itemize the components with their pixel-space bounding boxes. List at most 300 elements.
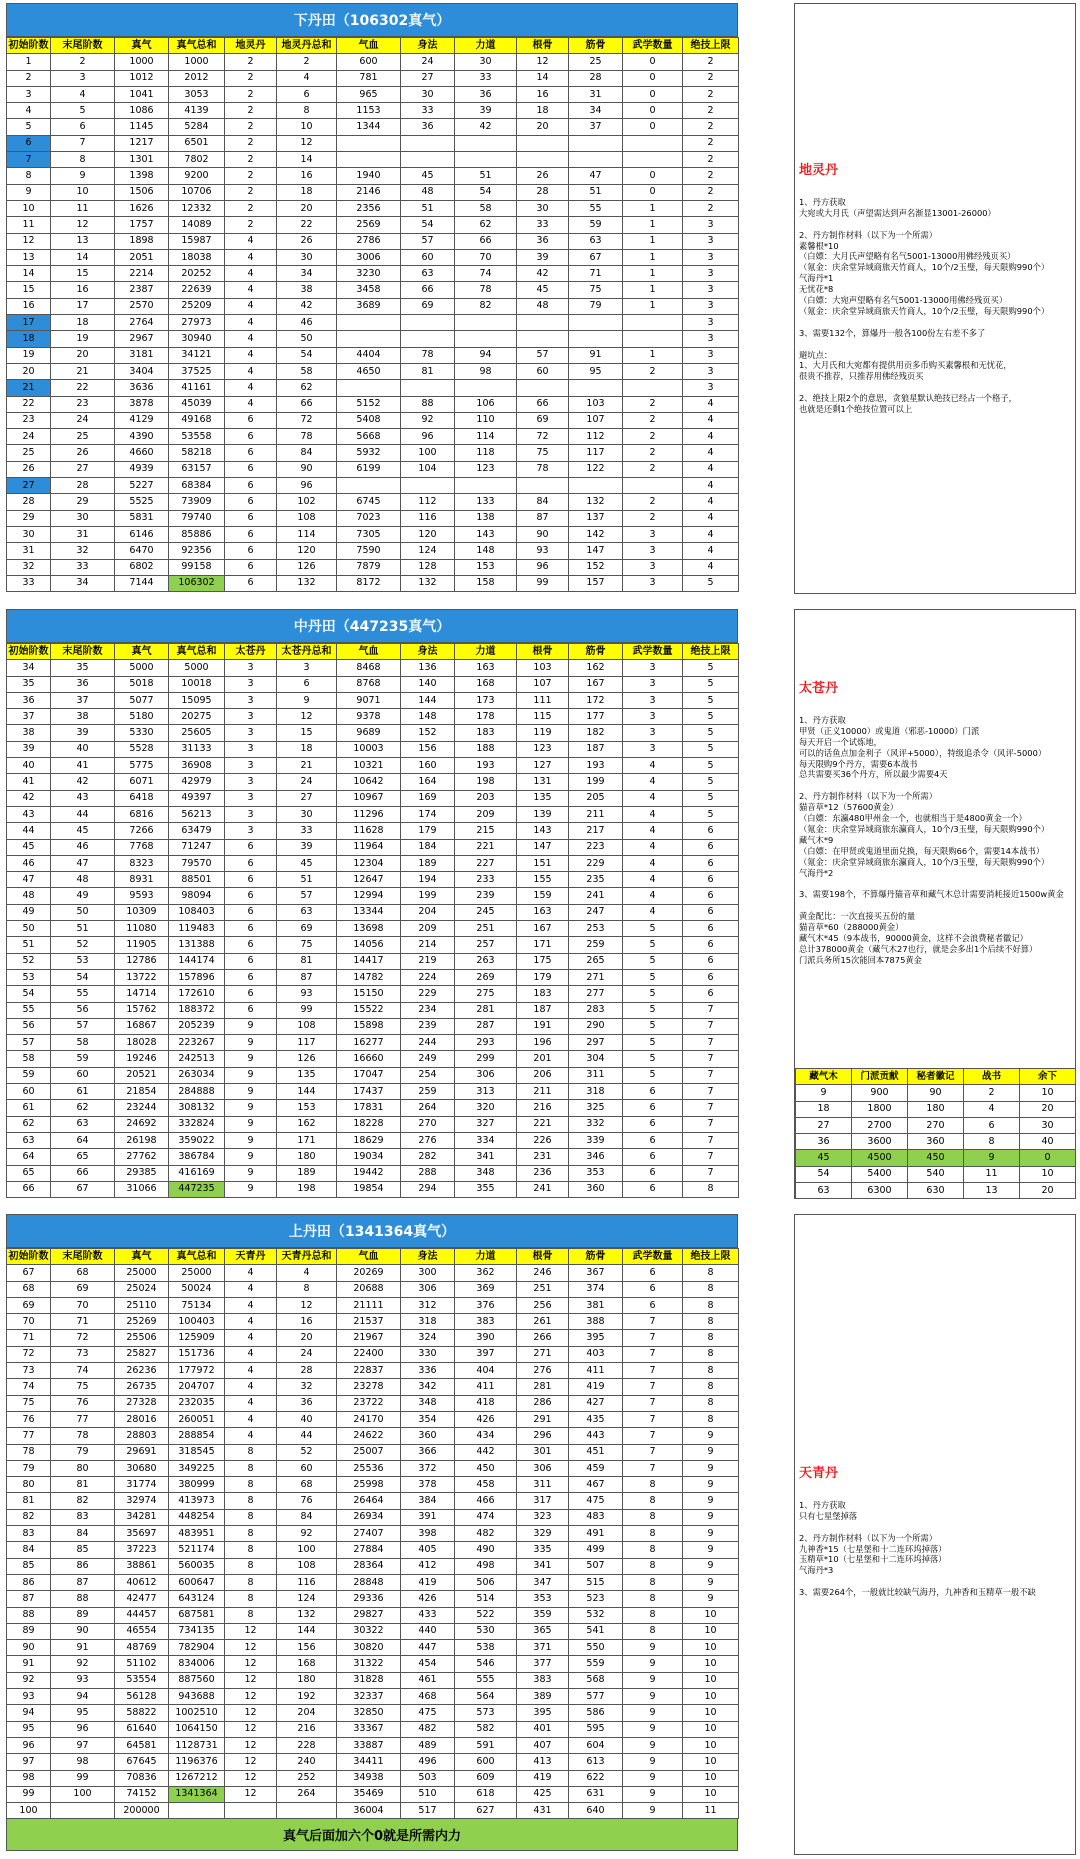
table-cell: 34281 — [115, 1509, 169, 1525]
table-cell: 4 — [964, 1101, 1020, 1117]
table-cell: 6 — [683, 986, 739, 1002]
notes-line — [799, 382, 1071, 393]
table-cell: 18228 — [337, 1116, 401, 1132]
table-cell: 483 — [569, 1509, 623, 1525]
table-cell: 筋骨 — [569, 1249, 623, 1265]
table-cell: 6 — [225, 855, 277, 871]
table-cell: 288854 — [169, 1428, 225, 1444]
table-cell: 299 — [455, 1051, 517, 1067]
table-cell: 4 — [683, 461, 739, 477]
notes-line: （氪金：庆余堂异域商旅天竹商人，10个/2玉璧，每天限购990个） — [799, 305, 1050, 316]
table-cell: 10321 — [337, 758, 401, 774]
notes-line: 无忧花*8 — [799, 284, 834, 295]
table-cell: 613 — [569, 1754, 623, 1770]
notes-line: 九神香*15（七星堡和十二连环坞掉落） — [799, 1543, 947, 1554]
table-cell: 37223 — [115, 1542, 169, 1558]
table-cell: 18 — [277, 741, 337, 757]
table-cell: 19854 — [337, 1181, 401, 1197]
table-cell: 281 — [517, 1379, 569, 1395]
table-cell: 172610 — [169, 986, 225, 1002]
table-cell: 4139 — [169, 103, 225, 119]
table-cell: 5 — [623, 986, 683, 1002]
table-cell — [51, 1803, 115, 1819]
table-cell: 204 — [401, 904, 455, 920]
table-row — [7, 119, 739, 135]
table-cell: 7 — [683, 1002, 739, 1018]
table-cell: 93 — [517, 543, 569, 559]
table-cell: 63 — [277, 904, 337, 920]
table-cell — [337, 135, 401, 151]
table-row — [7, 1363, 739, 1379]
table-cell: 67 — [51, 1181, 115, 1197]
table-cell: 余下 — [1020, 1069, 1076, 1085]
notes-line: （白嫖：大月氏声望略有名气5001-13000用佛经残页买） — [799, 251, 1016, 262]
table-cell: 1 — [7, 54, 51, 70]
table-cell — [455, 331, 517, 347]
table-cell: 70 — [51, 1297, 115, 1313]
table-cell: 187 — [569, 741, 623, 757]
table-cell: 6 — [683, 888, 739, 904]
table-cell: 8 — [225, 1607, 277, 1623]
table-cell: 45 — [796, 1150, 852, 1166]
table-cell: 4 — [225, 1395, 277, 1411]
table-cell: 7305 — [337, 526, 401, 542]
table-cell: 9 — [225, 1084, 277, 1100]
table-cell: 466 — [455, 1493, 517, 1509]
table-row — [7, 1558, 739, 1574]
table-cell: 348 — [455, 1165, 517, 1181]
table-cell: 1626 — [115, 200, 169, 216]
table-cell: 51 — [401, 200, 455, 216]
table-cell: 443 — [569, 1428, 623, 1444]
table-cell: 91 — [7, 1656, 51, 1672]
table-cell: 2 — [225, 119, 277, 135]
table-cell: 388 — [569, 1314, 623, 1330]
table-cell: 8 — [623, 1623, 683, 1639]
table-cell — [455, 478, 517, 494]
table-cell: 12 — [277, 1297, 337, 1313]
table-cell: 2 — [225, 70, 277, 86]
table-cell: 8 — [225, 1542, 277, 1558]
table-cell: 8768 — [337, 676, 401, 692]
table-cell: 151 — [517, 855, 569, 871]
table-cell: 10 — [683, 1705, 739, 1721]
table-cell: 40 — [7, 758, 51, 774]
table-cell: 8468 — [337, 660, 401, 676]
table-cell: 66 — [517, 396, 569, 412]
table-cell: 6 — [683, 855, 739, 871]
table-cell: 474 — [455, 1509, 517, 1525]
table-cell: 366 — [401, 1444, 455, 1460]
table-cell: 4 — [623, 888, 683, 904]
table-cell: 68 — [51, 1265, 115, 1281]
table-cell: 112 — [569, 429, 623, 445]
table-cell: 50024 — [169, 1281, 225, 1297]
table-cell: 24 — [51, 412, 115, 428]
table-cell: 4 — [225, 1297, 277, 1313]
table-cell: 6 — [225, 839, 277, 855]
table-cell: 10 — [277, 119, 337, 135]
table-cell: 251 — [517, 1281, 569, 1297]
table-cell: 201 — [517, 1051, 569, 1067]
table-cell: 114 — [277, 526, 337, 542]
table-cell: 193 — [455, 758, 517, 774]
table-cell: 389 — [517, 1689, 569, 1705]
table-cell: 4 — [51, 86, 115, 102]
table-cell: 30680 — [115, 1460, 169, 1476]
table-cell: 33 — [277, 823, 337, 839]
table-cell: 87 — [7, 1591, 51, 1607]
table-cell: 58 — [277, 363, 337, 379]
table-cell: 4390 — [115, 429, 169, 445]
table-cell: 293 — [455, 1035, 517, 1051]
table-cell: 28 — [569, 70, 623, 86]
table-cell: 332824 — [169, 1116, 225, 1132]
table-cell: 8 — [623, 1542, 683, 1558]
table-cell: 3 — [225, 660, 277, 676]
table-cell: 5400 — [852, 1166, 908, 1182]
table-cell: 30 — [51, 510, 115, 526]
table-cell: 327 — [455, 1116, 517, 1132]
table-cell: 192 — [277, 1689, 337, 1705]
table-cell: 10 — [683, 1607, 739, 1623]
table-cell — [401, 380, 455, 396]
table-cell: 1301 — [115, 152, 169, 168]
table-cell: 37 — [7, 709, 51, 725]
table-cell: 10967 — [337, 790, 401, 806]
notes-block — [795, 680, 1075, 966]
table-cell: 12 — [277, 135, 337, 151]
table-cell: 397 — [455, 1346, 517, 1362]
notes-line — [799, 317, 1071, 328]
table-cell: 9 — [796, 1085, 852, 1101]
table-row — [7, 1411, 739, 1427]
table-cell: 69 — [277, 921, 337, 937]
table-cell: 300 — [401, 1265, 455, 1281]
table-cell: 2 — [683, 135, 739, 151]
table-cell: 7 — [683, 1067, 739, 1083]
table-row — [7, 168, 739, 184]
table-cell: 初始阶数 — [7, 1249, 51, 1265]
table-cell: 7768 — [115, 839, 169, 855]
table-cell: 11 — [683, 1803, 739, 1819]
table-cell: 9 — [683, 1493, 739, 1509]
table-cell: 0 — [623, 184, 683, 200]
table-cell: 真气 — [115, 644, 169, 660]
table-cell: 46 — [51, 839, 115, 855]
table-cell — [225, 1803, 277, 1819]
table-cell: 1128731 — [169, 1737, 225, 1753]
table-row — [7, 823, 739, 839]
table-cell: 276 — [517, 1363, 569, 1379]
table-cell: 6816 — [115, 806, 169, 822]
table-cell: 11 — [51, 200, 115, 216]
table-cell: 8323 — [115, 855, 169, 871]
table-cell: 7 — [623, 1444, 683, 1460]
table-cell: 58218 — [169, 445, 225, 461]
table-cell: 55 — [7, 1002, 51, 1018]
table-row — [7, 872, 739, 888]
table-row — [7, 70, 739, 86]
table-cell: 8931 — [115, 872, 169, 888]
table-row — [7, 1689, 739, 1705]
table-cell: 88 — [401, 396, 455, 412]
table-cell: 199 — [569, 774, 623, 790]
table-cell: 12786 — [115, 953, 169, 969]
table-cell: 8 — [225, 1526, 277, 1542]
table-cell: 270 — [908, 1117, 964, 1133]
table-cell: 179 — [401, 823, 455, 839]
table-cell: 5 — [683, 660, 739, 676]
table-cell: 12 — [277, 709, 337, 725]
table-cell: 7 — [683, 1165, 739, 1181]
table-cell: 4 — [225, 1411, 277, 1427]
table-cell: 5408 — [337, 412, 401, 428]
table-cell: 419 — [569, 1379, 623, 1395]
table-cell: 10018 — [169, 676, 225, 692]
table-cell — [277, 1803, 337, 1819]
notes-line — [799, 704, 1071, 715]
table-cell: 70 — [455, 249, 517, 265]
table-cell: 124 — [401, 543, 455, 559]
table-cell: 22400 — [337, 1346, 401, 1362]
table-cell: 6 — [623, 1165, 683, 1181]
table-cell: 3 — [7, 86, 51, 102]
table-cell: 203 — [455, 790, 517, 806]
table-row — [7, 1493, 739, 1509]
table-cell: 10003 — [337, 741, 401, 757]
table-cell: 6 — [225, 953, 277, 969]
notes-line — [799, 780, 1071, 791]
table-cell: 9 — [683, 1460, 739, 1476]
table-cell: 1341364 — [169, 1786, 225, 1802]
table-cell: 1344 — [337, 119, 401, 135]
table-cell: 15 — [277, 725, 337, 741]
table-cell: 5525 — [115, 494, 169, 510]
table-cell: 26464 — [337, 1493, 401, 1509]
table-cell: 359022 — [169, 1132, 225, 1148]
notes-line: 玉精草*10（七星堡和十二连环坞掉落） — [799, 1554, 947, 1565]
table-cell: 4 — [225, 282, 277, 298]
table-cell: 4 — [225, 266, 277, 282]
table-cell: 93 — [7, 1689, 51, 1705]
table-cell: 177 — [569, 709, 623, 725]
table-cell: 9 — [225, 1067, 277, 1083]
table-cell: 5 — [683, 709, 739, 725]
table-cell: 53554 — [115, 1672, 169, 1688]
table-cell: 8172 — [337, 575, 401, 591]
section-title: 中丹田（447235真气） — [6, 609, 738, 643]
table-cell: 75 — [569, 282, 623, 298]
table-row — [7, 839, 739, 855]
table-cell: 24 — [277, 1346, 337, 1362]
table-cell: 1064150 — [169, 1721, 225, 1737]
table-cell: 538 — [455, 1640, 517, 1656]
table-cell: 89 — [51, 1607, 115, 1623]
table-cell: 3 — [623, 543, 683, 559]
table-cell: 4 — [225, 1314, 277, 1330]
table-cell: 49168 — [169, 412, 225, 428]
table-cell: 120 — [401, 526, 455, 542]
table-cell: 140 — [401, 676, 455, 692]
table-cell: 374 — [569, 1281, 623, 1297]
table-cell: 53 — [7, 969, 51, 985]
table-cell: 46 — [277, 315, 337, 331]
table-cell: 221 — [455, 839, 517, 855]
table-cell: 2 — [225, 200, 277, 216]
table-cell: 5284 — [169, 119, 225, 135]
table-cell: 23244 — [115, 1100, 169, 1116]
table-cell: 5077 — [115, 692, 169, 708]
table-cell: 209 — [401, 921, 455, 937]
table-cell: 318 — [569, 1084, 623, 1100]
table-cell: 45 — [517, 282, 569, 298]
table-cell: 67 — [569, 249, 623, 265]
table-cell: 12 — [51, 217, 115, 233]
table-cell: 179 — [517, 969, 569, 985]
table-cell: 2786 — [337, 233, 401, 249]
table-cell: 3 — [225, 709, 277, 725]
table-cell: 2 — [683, 200, 739, 216]
table-cell: 6418 — [115, 790, 169, 806]
table-cell: 383 — [455, 1314, 517, 1330]
notes-panel-tianqingdan — [794, 1214, 1076, 1855]
table-cell: 5932 — [337, 445, 401, 461]
table-cell: 2 — [277, 54, 337, 70]
table-cell: 14714 — [115, 986, 169, 1002]
table-cell: 45 — [51, 823, 115, 839]
table-cell: 10 — [1020, 1166, 1076, 1182]
table-cell: 26 — [517, 168, 569, 184]
table-cell: 245 — [455, 904, 517, 920]
table-cell: 42 — [277, 298, 337, 314]
table-cell: 546 — [455, 1656, 517, 1672]
table-cell: 2 — [623, 412, 683, 428]
table-row — [7, 429, 739, 445]
table-cell: 73909 — [169, 494, 225, 510]
table-cell: 77 — [51, 1411, 115, 1427]
table-row — [7, 709, 739, 725]
table-cell: 369 — [455, 1281, 517, 1297]
table-cell: 50 — [7, 921, 51, 937]
table-cell: 16 — [7, 298, 51, 314]
table-cell: 433 — [401, 1607, 455, 1623]
table-cell: 3 — [683, 282, 739, 298]
table-cell: 257 — [455, 937, 517, 953]
table-cell: 12 — [225, 1705, 277, 1721]
table-cell: 183 — [517, 986, 569, 1002]
table-cell: 232035 — [169, 1395, 225, 1411]
table-cell: 19 — [51, 331, 115, 347]
table-cell: 22 — [277, 217, 337, 233]
table-cell: 100 — [51, 1786, 115, 1802]
table-cell: 196 — [517, 1035, 569, 1051]
table-cell: 5 — [623, 937, 683, 953]
table-cell: 17831 — [337, 1100, 401, 1116]
table-row — [7, 363, 739, 379]
table-cell: 76 — [7, 1411, 51, 1427]
notes-line: 总共需要买36个丹方，所以最少需要4天 — [799, 769, 948, 780]
table-cell: 38 — [51, 709, 115, 725]
table-cell: 44 — [7, 823, 51, 839]
table-cell: 117 — [277, 1035, 337, 1051]
table-cell: 8 — [225, 1493, 277, 1509]
table-cell: 306 — [401, 1281, 455, 1297]
table-cell: 475 — [569, 1493, 623, 1509]
data-table-middle — [6, 643, 739, 1198]
table-cell: 2764 — [115, 315, 169, 331]
table-cell: 95 — [7, 1721, 51, 1737]
table-cell: 7266 — [115, 823, 169, 839]
table-cell: 87 — [277, 969, 337, 985]
table-cell: 10 — [683, 1689, 739, 1705]
table-cell: 4 — [225, 331, 277, 347]
table-cell: 6146 — [115, 526, 169, 542]
table-cell: 92 — [51, 1656, 115, 1672]
table-cell: 4 — [225, 1346, 277, 1362]
table-cell: 126 — [277, 559, 337, 575]
table-cell: 204707 — [169, 1379, 225, 1395]
table-cell: 342 — [401, 1379, 455, 1395]
table-row — [7, 1640, 739, 1656]
table-cell: 气血 — [337, 1249, 401, 1265]
table-cell: 30 — [517, 200, 569, 216]
table-cell: 448254 — [169, 1509, 225, 1525]
table-cell: 4 — [623, 823, 683, 839]
table-cell: 403 — [569, 1346, 623, 1362]
calc-row — [796, 1166, 1076, 1182]
table-cell: 58 — [51, 1035, 115, 1051]
table-row — [7, 543, 739, 559]
table-cell: 147 — [569, 543, 623, 559]
table-cell: 2 — [683, 70, 739, 86]
table-cell: 7 — [7, 152, 51, 168]
table-cell: 6 — [225, 429, 277, 445]
table-cell: 14056 — [337, 937, 401, 953]
table-cell: 2570 — [115, 298, 169, 314]
table-cell: 26236 — [115, 1363, 169, 1379]
table-cell: 381 — [569, 1297, 623, 1313]
table-cell: 20 — [517, 119, 569, 135]
table-cell: 14782 — [337, 969, 401, 985]
table-cell: 2 — [683, 86, 739, 102]
table-cell: 4 — [683, 494, 739, 510]
table-cell: 33 — [401, 103, 455, 119]
table-cell: 4660 — [115, 445, 169, 461]
table-cell: 6 — [225, 904, 277, 920]
table-cell: 11628 — [337, 823, 401, 839]
table-cell: 555 — [455, 1672, 517, 1688]
table-cell: 67645 — [115, 1754, 169, 1770]
table-cell: 3 — [683, 266, 739, 282]
table-cell: 3 — [683, 363, 739, 379]
table-cell: 1153 — [337, 103, 401, 119]
table-row — [7, 412, 739, 428]
data-table-lower — [6, 37, 739, 592]
table-cell: 0 — [623, 86, 683, 102]
table-cell: 411 — [569, 1363, 623, 1379]
table-cell: 9 — [623, 1754, 683, 1770]
table-cell: 24622 — [337, 1428, 401, 1444]
table-cell: 29 — [7, 510, 51, 526]
table-cell: 3 — [51, 70, 115, 86]
table-cell: 20275 — [169, 709, 225, 725]
table-cell: 25000 — [115, 1265, 169, 1281]
table-cell: 4 — [623, 855, 683, 871]
table-row — [7, 249, 739, 265]
table-cell: 2569 — [337, 217, 401, 233]
table-cell: 510 — [401, 1786, 455, 1802]
